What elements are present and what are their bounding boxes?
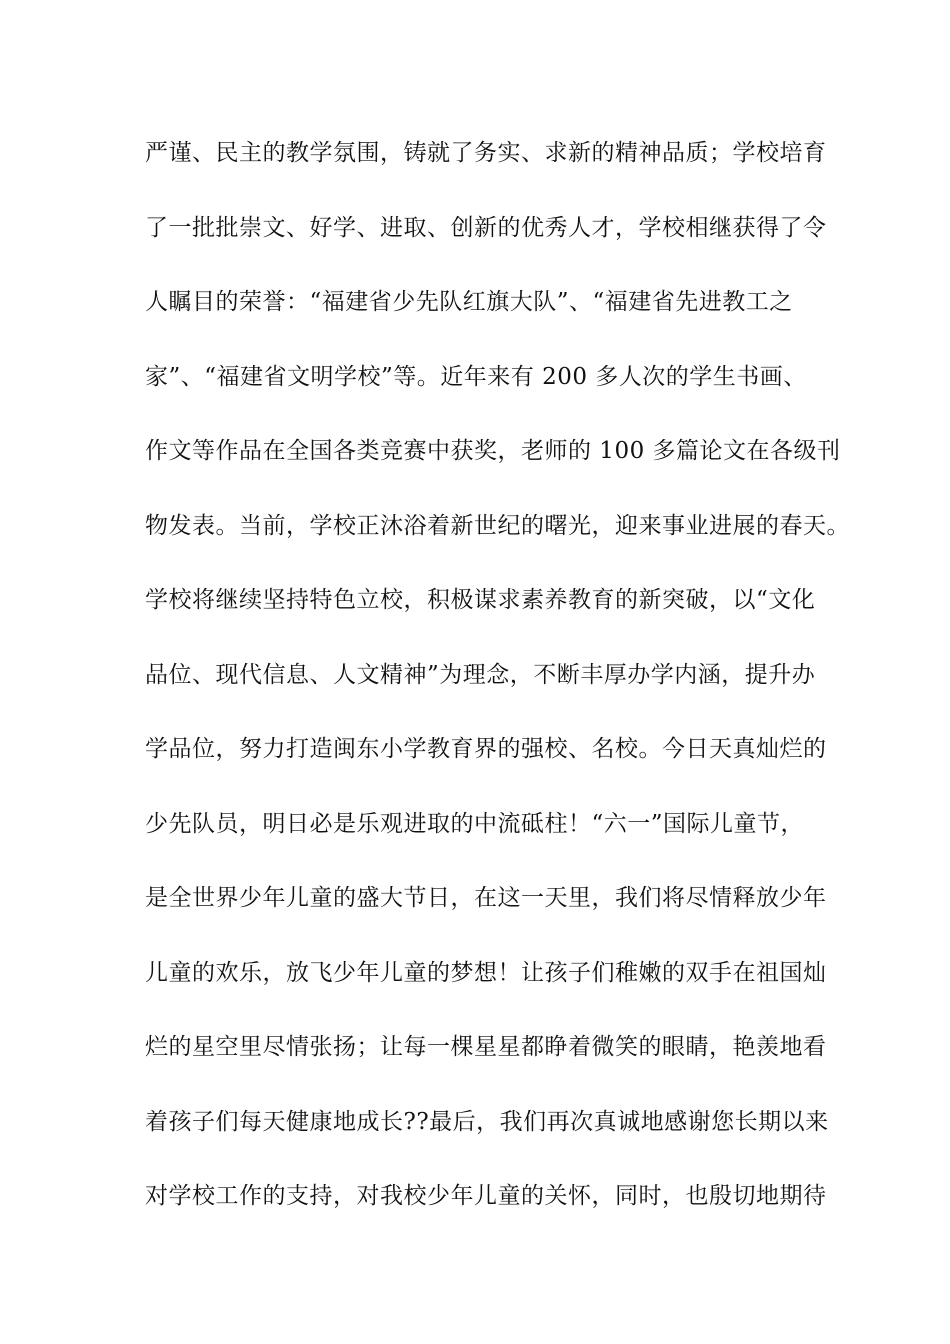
text-line: 儿童的欢乐，放飞少年儿童的梦想！让孩子们稚嫩的双手在祖国灿 bbox=[145, 959, 827, 986]
text-line: 家”、“福建省文明学校”等。近年来有 200 多人次的学生书画、 bbox=[145, 363, 807, 390]
text-line: 物发表。当前，学校正沐浴着新世纪的曙光，迎来事业进展的春天。 bbox=[145, 512, 850, 539]
text-line: 人瞩目的荣誉：“福建省少先队红旗大队”、“福建省先进教工之 bbox=[145, 289, 793, 315]
text-line: 着孩子们每天健康地成长??最后，我们再次真诚地感谢您长期以来 bbox=[145, 1108, 829, 1135]
text-line: 对学校工作的支持，对我校少年儿童的关怀，同时，也殷切地期待 bbox=[145, 1183, 827, 1209]
text-line: 烂的星空里尽情张扬；让每一棵星星都睁着微笑的眼睛，艳羡地看 bbox=[145, 1034, 827, 1060]
text-line: 是全世界少年儿童的盛大节日，在这一天里，我们将尽情释放少年 bbox=[145, 885, 827, 911]
text-line: 少先队员，明日必是乐观进取的中流砥柱！“六一”国际儿童节， bbox=[145, 810, 805, 837]
text-line: 品位、现代信息、人文精神”为理念，不断丰厚办学内涵，提升办 bbox=[145, 661, 816, 688]
text-line: 学品位，努力打造闽东小学教育界的强校、名校。今日天真灿烂的 bbox=[145, 736, 827, 762]
text-line: 了一批批崇文、好学、进取、创新的优秀人才，学校相继获得了令 bbox=[145, 214, 827, 241]
text-line: 学校将继续坚持特色立校，积极谋求素养教育的新突破，以“文化 bbox=[145, 587, 816, 613]
body-text bbox=[145, 128, 850, 1246]
text-line: 严谨、民主的教学氛围，铸就了务实、求新的精神品质；学校培育 bbox=[145, 140, 827, 166]
text-line: 作文等作品在全国各类竞赛中获奖，老师的 100 多篇论文在各级刊 bbox=[145, 438, 841, 464]
